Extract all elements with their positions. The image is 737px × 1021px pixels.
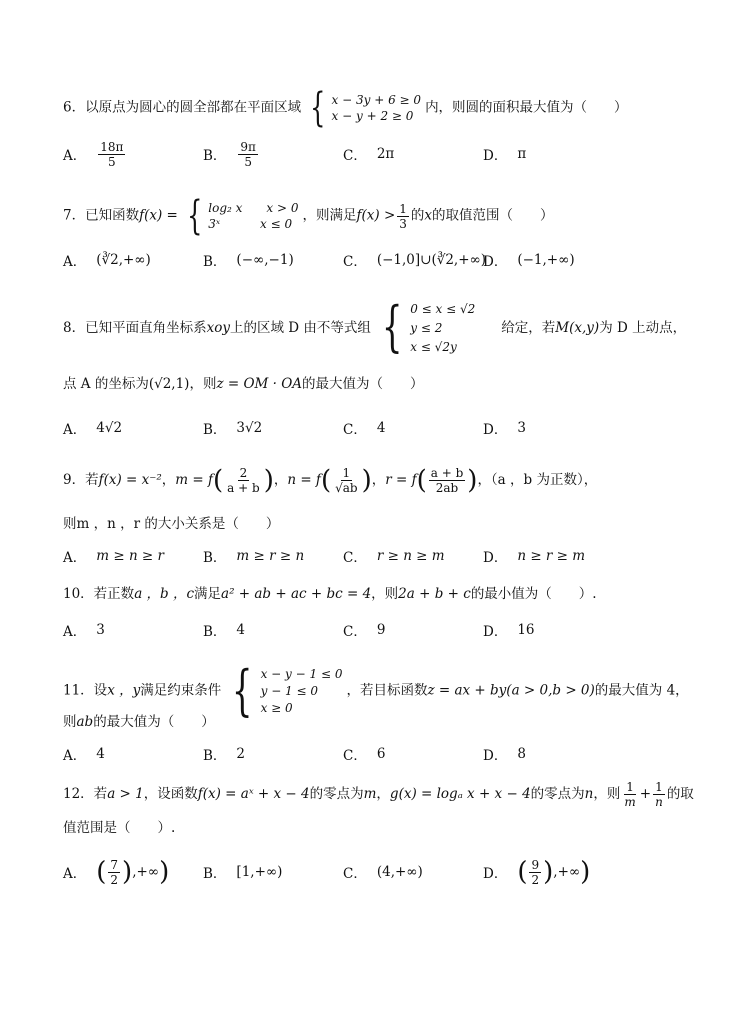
q6-option-c[interactable]: C． 2π	[343, 146, 395, 164]
q11-option-b[interactable]: B． 2	[203, 746, 246, 764]
q7-piecewise: { log₂ x x > 0 3ˣ x ≤ 0	[186, 193, 299, 239]
q8-option-a[interactable]: A． 4√2	[63, 420, 123, 438]
question-8-stem: 8．已知平面直角坐标系xoy上的区域 D 由不等式组 { 0 ≤ x ≤ √2 y ≤ 2 x ≤ √2y 给定，若M(x,y)为 D 上动点，	[63, 295, 687, 358]
q10-option-c[interactable]: C． 9	[343, 622, 386, 640]
q6-option-d[interactable]: D． π	[483, 146, 527, 164]
q8-option-b[interactable]: B． 3√2	[203, 420, 263, 438]
q6-text-2: 内，则圆的面积最大值为（ ）	[425, 99, 628, 116]
q10-option-d[interactable]: D． 16	[483, 622, 535, 640]
q6-option-b[interactable]: B． $\frac{9\pi}{5}$	[203, 139, 256, 169]
q12-option-c[interactable]: C． (4,+∞)	[343, 864, 423, 882]
q7-option-a[interactable]: A． (∛2,+∞)	[63, 252, 151, 270]
q10-option-a[interactable]: A． 3	[63, 622, 105, 640]
question-9-stem: 9．若f(x) = x⁻²，m = f( $\frac{2}{a + b}$ )，n = f( $\frac{1}{√ab}$ )，r = f( $\frac{a + b}{2ab}$ )，（a ，b 为正数），	[63, 465, 598, 496]
q6-ineq-1: x − 3y + 6 ≥ 0	[331, 93, 422, 107]
question-11-stem: 11．设x ，y满足约束条件 { x − y − 1 ≤ 0 y − 1 ≤ 0 x ≥ 0 ，若目标函数z = ax + by(a > 0,b > 0)的最大值为 4，	[63, 659, 689, 722]
q9-option-d[interactable]: D． n ≥ r ≥ m	[483, 548, 586, 566]
q8-dot-product: z = OM · OA	[216, 376, 303, 392]
question-12-line2: 值范围是（ ）.	[63, 820, 176, 836]
question-11-line2: 则ab的最大值为（ ）	[63, 714, 215, 730]
question-7-options	[63, 242, 697, 278]
q6-option-a[interactable]: A． $\frac{18\pi}{5}$	[63, 139, 124, 169]
question-10-options	[63, 612, 697, 648]
question-8-line2: 点 A 的坐标为(√2,1)，则z = OM · OA的最大值为（ ）	[63, 376, 424, 392]
question-12-stem: 12．若a > 1，设函数f(x) = aˣ + x − 4的零点为m，g(x) = logₐ x + x − 4的零点为n，则 $\frac{1}{m}$ + $\frac{1}{n}$ 的取	[63, 780, 694, 809]
question-12-options	[63, 854, 697, 890]
q8-option-d[interactable]: D． 3	[483, 420, 526, 438]
question-11-options	[63, 736, 697, 772]
q8-system: { 0 ≤ x ≤ √2 y ≤ 2 x ≤ √2y	[381, 295, 476, 358]
question-8-options	[63, 410, 697, 446]
q11-option-d[interactable]: D． 8	[483, 746, 526, 764]
q7-func: f(x) =	[139, 207, 178, 224]
q9-option-c[interactable]: C． r ≥ n ≥ m	[343, 548, 445, 566]
q9-option-b[interactable]: B． m ≥ r ≥ n	[203, 548, 305, 566]
q7-option-c[interactable]: C． (−1,0]∪(∛2,+∞)	[343, 252, 487, 270]
q12-option-a[interactable]: A． ( $\frac{7}{2}$ ) ,+∞ )	[63, 857, 170, 887]
q11-system: { x − y − 1 ≤ 0 y − 1 ≤ 0 x ≥ 0	[232, 659, 343, 722]
question-6-options	[63, 136, 697, 172]
q10-option-b[interactable]: B． 4	[203, 622, 246, 640]
q6-ineq-2: x − y + 2 ≥ 0	[331, 109, 414, 123]
q11-option-a[interactable]: A． 4	[63, 746, 105, 764]
q7-option-b[interactable]: B． (−∞,−1)	[203, 252, 294, 270]
question-7-stem: 7．已知函数f(x) = { log₂ x x > 0 3ˣ x ≤ 0 ，则满足f(x) > $\frac{1}{3}$ 的x的取值范围（ ）	[63, 193, 554, 239]
q11-option-c[interactable]: C． 6	[343, 746, 386, 764]
q9-option-a[interactable]: A． m ≥ n ≥ r	[63, 548, 164, 566]
question-9-options	[63, 538, 697, 574]
question-10-stem: 10．若正数a ，b ，c满足a² + ab + ac + bc = 4，则2a + b + c的最小值为（ ）.	[63, 586, 597, 602]
q12-option-d[interactable]: D． ( $\frac{9}{2}$ ) ,+∞ )	[483, 857, 591, 887]
question-9-line2: 则m ，n ，r 的大小关系是（ ）	[63, 516, 280, 532]
q12-option-b[interactable]: B． [1,+∞)	[203, 864, 283, 882]
q8-option-c[interactable]: C． 4	[343, 420, 386, 438]
question-6-stem	[63, 85, 697, 131]
q7-option-d[interactable]: D． (−1,+∞)	[483, 252, 575, 270]
q6-text: 6．以原点为圆心的圆全部都在平面区域	[63, 99, 302, 116]
q6-system: { x − 3y + 6 ≥ 0 x − y + 2 ≥ 0	[310, 85, 422, 131]
